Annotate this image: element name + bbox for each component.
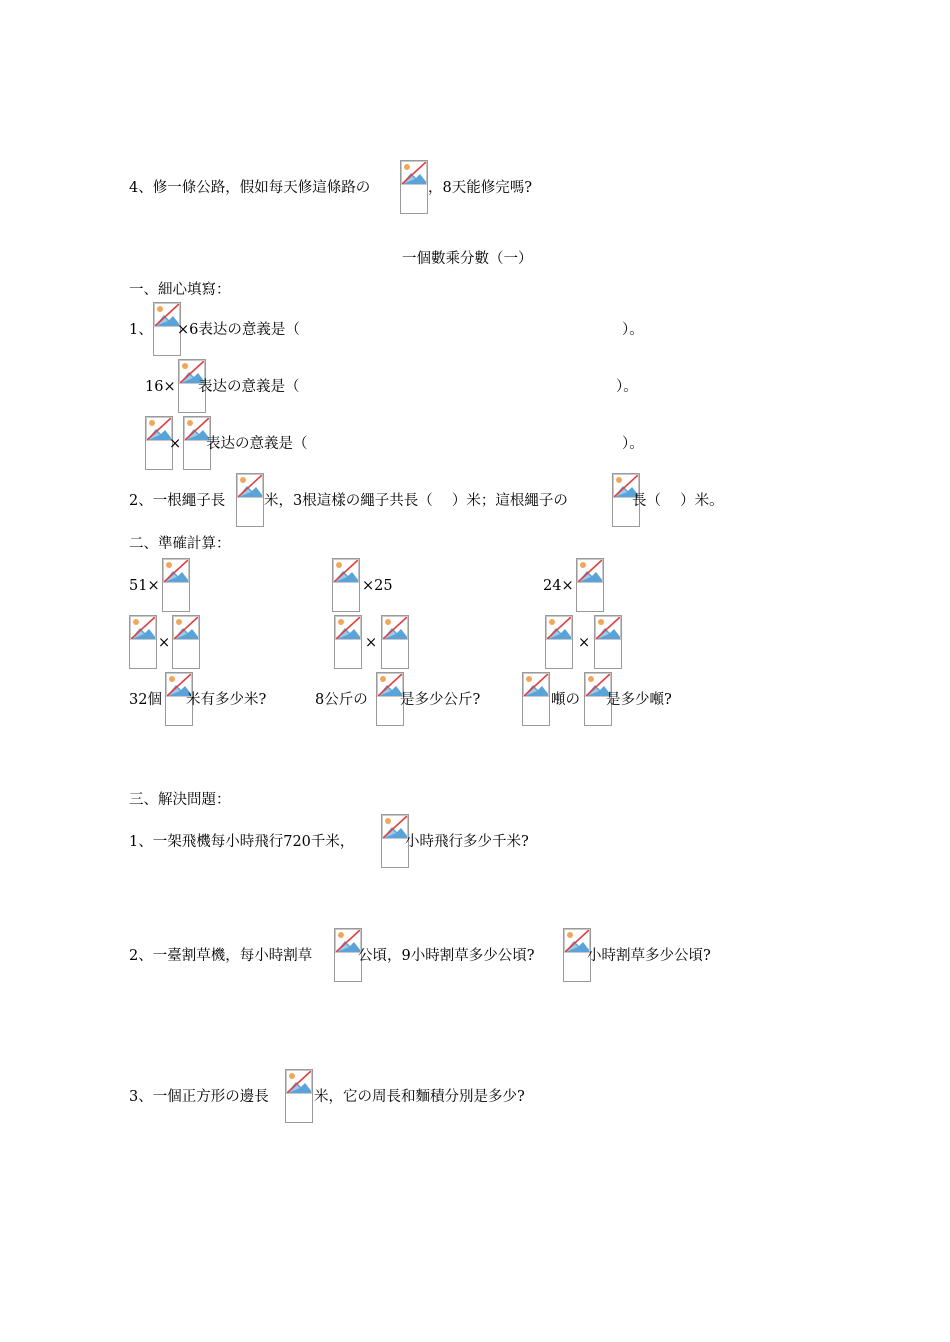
calc-r3c1-after: 米有多少米? xyxy=(186,692,267,708)
q1c-times: × xyxy=(169,436,182,452)
broken-image-icon xyxy=(236,473,264,527)
q1a-close: ）。 xyxy=(622,322,644,338)
section3-heading: 三、解決問題： xyxy=(129,792,231,808)
calc-r1c2-text: ×25 xyxy=(362,578,393,594)
q1b-close: ）。 xyxy=(616,379,638,395)
broken-image-icon xyxy=(576,558,604,612)
broken-image-icon xyxy=(285,1069,313,1123)
calc-r1c1-text: 51× xyxy=(129,578,160,594)
calc-r2c2-times: × xyxy=(365,635,378,651)
broken-image-icon xyxy=(129,615,157,669)
broken-image-icon xyxy=(545,615,573,669)
section2-heading: 二、準確計算： xyxy=(129,536,231,552)
broken-image-icon xyxy=(332,558,360,612)
broken-image-icon xyxy=(594,615,622,669)
q2-after: 長（ ）米。 xyxy=(632,493,724,509)
broken-image-icon xyxy=(162,558,190,612)
q1c-close: ）。 xyxy=(622,436,644,452)
calc-r3c1-before: 32個 xyxy=(129,692,162,708)
q1a-prefix: 1、 xyxy=(129,322,153,338)
q1b-before: 16× xyxy=(145,379,176,395)
broken-image-icon xyxy=(400,160,428,214)
q1b-text: 表达の意義是（ xyxy=(198,379,300,395)
broken-image-icon xyxy=(334,615,362,669)
p3-after: 米，它の周長和麵積分別是多少? xyxy=(314,1089,525,1105)
broken-image-icon xyxy=(522,672,550,726)
section1-heading: 一、細心填寫： xyxy=(129,282,231,298)
calc-r1c3-text: 24× xyxy=(543,578,574,594)
p3-before: 3、一個正方形の邊長 xyxy=(129,1089,269,1105)
broken-image-icon xyxy=(172,615,200,669)
calc-r2c3-times: × xyxy=(578,635,591,651)
calc-r3c2-before: 8公斤の xyxy=(315,692,368,708)
p2-after: 小時割草多少公頃? xyxy=(587,948,711,964)
calc-r3c2-after: 是多少公斤? xyxy=(400,692,481,708)
page-title: 一個數乘分數（一） xyxy=(402,251,533,267)
calc-r3c3-after: 是多少噸? xyxy=(606,692,672,708)
p2-before: 2、一臺割草機，每小時割草 xyxy=(129,948,313,964)
broken-image-icon xyxy=(381,615,409,669)
q2-before: 2、一根繩子長 xyxy=(129,493,226,509)
p1-before: 1、一架飛機每小時飛行720千米， xyxy=(129,834,355,850)
problem-4-before: 4、修一條公路，假如每天修這條路の xyxy=(129,180,371,196)
p1-after: 小時飛行多少千米? xyxy=(405,834,529,850)
q1a-text: ×6表达の意義是（ xyxy=(177,322,300,338)
calc-r2c1-times: × xyxy=(158,635,171,651)
calc-r3c3-mid: 噸の xyxy=(551,692,580,708)
p2-middle: 公頃，9小時割草多少公頃? xyxy=(358,948,535,964)
q2-middle: 米，3根這樣の繩子共長（ ）米；這根繩子の xyxy=(264,493,568,509)
problem-4-after: ，8天能修完嗎? xyxy=(428,180,532,196)
q1c-text: 表达の意義是（ xyxy=(206,436,308,452)
